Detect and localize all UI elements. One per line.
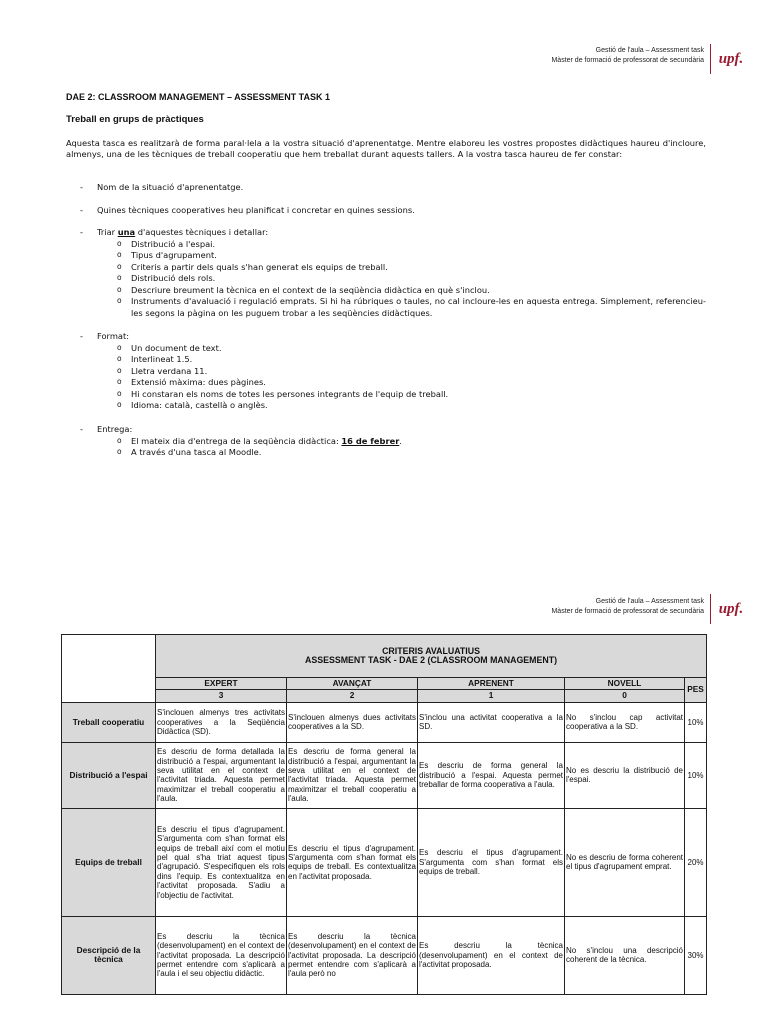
level-score: 2 [287,690,418,702]
header-course: Gestió de l'aula – Assessment task [595,598,704,605]
list-item: o Instruments d'avaluació i regulació emprats. Si hi ha rúbriques o taules, no cal incloure-les en aquesta entrega. Simplement, referencieu-les segons la pàgina on les puguem trobar a les seqüències didàctiques. [66,296,706,319]
novell-cell: No s'inclou una descripció coherent de la tècnica. [565,916,685,994]
list-item: o Criteris a partir dels quals s'han generat els equips de treball. [66,262,706,274]
expert-cell: Es descriu el tipus d'agrupament. S'argumenta com s'han format els equips de treball així com el motiu pel qual s'ha triat aquest tipus d'agrupació. S'especifiquen els rols dins l'equip. Es contextualitza en l'activitat proposada. S'adiu a l'objectiu de l'activitat. [156,808,287,916]
level-name: EXPERT [156,678,287,690]
list-item: o Tipus d'agrupament. [66,250,706,262]
level-name: NOVELL [565,678,685,690]
upf-logo: upf. [718,601,744,617]
rubric-title: CRITERIS AVALUATIUS ASSESSMENT TASK - DAE 2 (CLASSROOM MANAGEMENT) [156,635,707,678]
weight-cell: 10% [685,702,707,742]
novell-cell: No es descriu de forma coherent el tipus d'agrupament emprat. [565,808,685,916]
list-item: o Idioma: català, castellà o anglès. [66,400,706,412]
level-score: 1 [418,690,565,702]
weight-cell: 10% [685,742,707,808]
weight-header: PES [685,678,707,703]
weight-cell: 30% [685,916,707,994]
logo-divider [710,44,711,74]
table-row [62,742,707,808]
list-item: o Un document de text. [66,343,706,355]
requirement-item-5: - Entrega: o El mateix dia d'entrega de la seqüència didàctica: 16 de febrer. o A través d'una tasca al Moodle. [66,424,706,459]
aprenent-cell: S'inclou una activitat cooperativa a la SD. [418,702,565,742]
section-title: Treball en grups de pràctiques [66,114,204,125]
list-item: o Distribució dels rols. [66,273,706,285]
upf-logo: upf. [718,51,744,67]
level-name: APRENENT [418,678,565,690]
header-course: Gestió de l'aula – Assessment task [595,47,704,54]
level-score: 3 [156,690,287,702]
empty-header-cell [62,635,156,703]
header-master: Màster de formació de professorat de secundària [551,57,704,64]
list-item: o Lletra verdana 11. [66,366,706,378]
requirement-item-1: - Nom de la situació d'aprenentatge. [66,182,706,194]
avancat-cell: Es descriu el tipus d'agrupament. S'argumenta com s'han format els equips de treball. Es contextualitza en l'activitat proposada. [287,808,418,916]
criterion-label: Distribució a l'espai [62,742,156,808]
aprenent-cell: Es descriu de forma general la distribució a l'espai. Aquesta permet treballar de forma cooperativa a l'aula. [418,742,565,808]
list-item: o Distribució a l'espai. [66,239,706,251]
table-row [62,702,707,742]
expert-cell: S'inclouen almenys tres activitats cooperatives a la Seqüència Didàctica (SD). [156,702,287,742]
list-item: o El mateix dia d'entrega de la seqüència didàctica: 16 de febrer. [66,436,706,448]
list-item: o Interlineat 1.5. [66,354,706,366]
avancat-cell: Es descriu la tècnica (desenvolupament) en el context de l'activitat proposada. La descripció permet entendre com s'aplicarà a l'aula però no [287,916,418,994]
novell-cell: No s'inclou cap activitat cooperativa a la SD. [565,702,685,742]
list-item: o Extensió màxima: dues pàgines. [66,377,706,389]
level-score: 0 [565,690,685,702]
weight-cell: 20% [685,808,707,916]
list-item: o A través d'una tasca al Moodle. [66,447,706,459]
criterion-label: Descripció de la tècnica [62,916,156,994]
expert-cell: Es descriu de forma detallada la distribució a l'espai, argumentant la seva utilitat en el context de l'activitat triada. Aquesta permet maximitzar el treball cooperatiu a l'aula. [156,742,287,808]
page-header [551,597,704,617]
intro-paragraph: Aquesta tasca es realitzarà de forma paral·lela a la vostra situació d'aprenentatge. Mentre elaboreu les vostres propostes didàctiques haureu d'incloure, almenys, una de les tècniques de treball cooperatiu que hem treballat durant aquests tallers. A la vostra tasca haureu de fer constar: [66,138,706,159]
requirement-item-2: - Quines tècniques cooperatives heu planificat i concretar en quines sessions. [66,205,706,217]
expert-cell: Es descriu la tècnica (desenvolupament) en el context de l'activitat proposada. La descripció permet entendre com s'aplicarà a l'aula i el seu objectiu didàctic. [156,916,287,994]
criterion-label: Equips de treball [62,808,156,916]
logo-divider [710,594,711,624]
document-title: DAE 2: CLASSROOM MANAGEMENT – ASSESSMENT TASK 1 [66,92,331,102]
avancat-cell: Es descriu de forma general la distribució a l'espai, argumentant la seva utilitat en el context de l'activitat triada. Aquesta permet maximitzar el treball cooperatiu a l'aula. [287,742,418,808]
aprenent-cell: Es descriu la tècnica (desenvolupament) en el context de l'activitat proposada. [418,916,565,994]
level-name: AVANÇAT [287,678,418,690]
criterion-label: Treball cooperatiu [62,702,156,742]
requirement-item-3: - Triar una d'aquestes tècniques i detallar: o Distribució a l'espai. o Tipus d'agrupament. o Criteris a partir dels quals s'han generat els equips de treball. o Distribució dels rols. o Descriure breument la tècnica en el context de la seqüència didàctica en què s'inclou. o Instruments d'avaluació i regulació emprats. Si hi ha rúbriques o taules, no cal incloure-les en aquesta entrega. Simplement, referencieu-les segons la pàgina on les puguem trobar a les seqüències didàctiques. [66,227,706,319]
table-row [62,808,707,916]
aprenent-cell: Es descriu el tipus d'agrupament. S'argumenta com s'han format els equips de treball. [418,808,565,916]
novell-cell: No es descriu la distribució de l'espai. [565,742,685,808]
table-row [62,916,707,994]
list-item: o Hi constaran els noms de totes les persones integrants de l'equip de treball. [66,389,706,401]
avancat-cell: S'inclouen almenys dues activitats cooperatives a la SD. [287,702,418,742]
rubric-table [61,634,707,995]
header-master: Màster de formació de professorat de secundària [551,608,704,615]
requirement-item-4: - Format: o Un document de text. o Interlineat 1.5. o Lletra verdana 11. o Extensió màxima: dues pàgines. o Hi constaran els noms de totes les persones integrants de l'equip de treball. o Idioma: català, castellà o anglès. [66,331,706,412]
list-item: o Descriure breument la tècnica en el context de la seqüència didàctica en què s'inclou. [66,285,706,297]
page-header [551,46,704,66]
